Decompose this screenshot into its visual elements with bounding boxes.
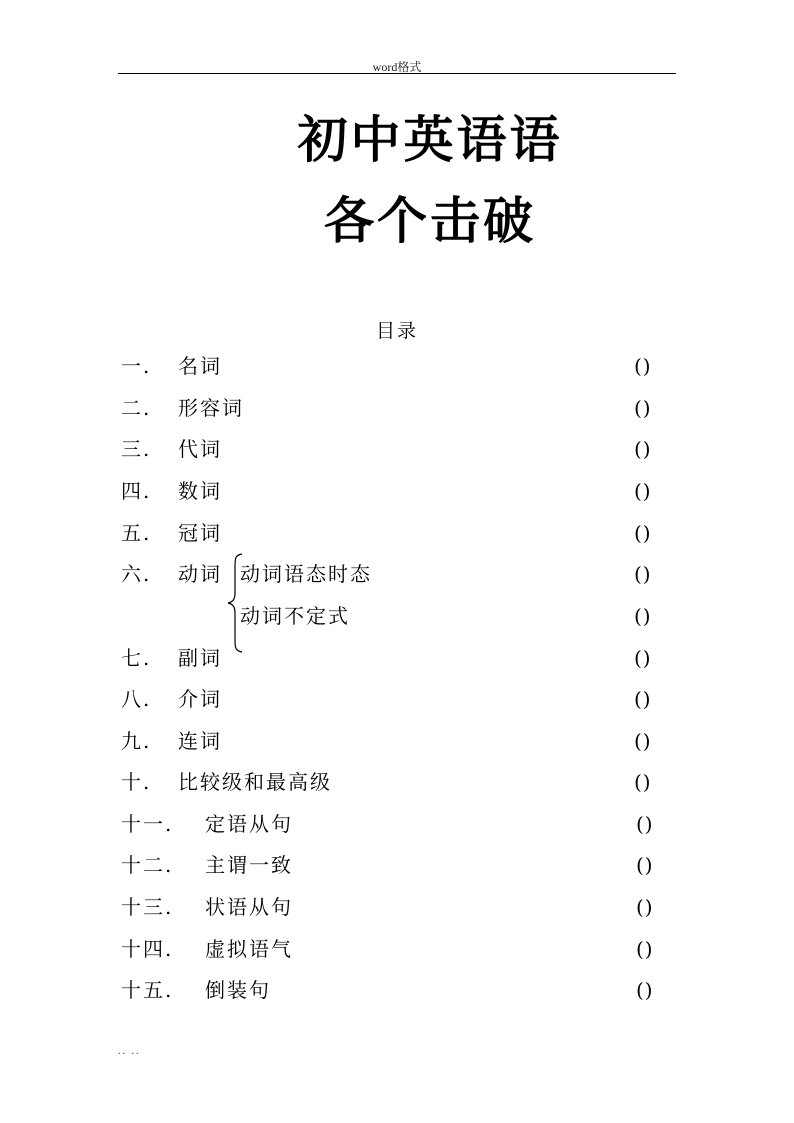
toc-entry-page: ()	[636, 937, 654, 961]
toc-entry	[0, 810, 794, 838]
toc-entry-page: ()	[634, 354, 652, 378]
toc-entry-page: ()	[634, 646, 652, 670]
toc-entry	[0, 976, 794, 1004]
toc-entry-label: 冠词	[178, 521, 222, 545]
toc-entry-label: 倒装句	[205, 978, 271, 1002]
toc-entry-number: 八.	[121, 687, 152, 711]
toc-entry	[0, 560, 794, 588]
toc-entry-page: ()	[634, 437, 652, 461]
toc-entry	[0, 519, 794, 547]
toc-entry-label: 比较级和最高级	[178, 770, 332, 794]
toc-entry-page: ()	[636, 895, 654, 919]
toc-entry	[0, 477, 794, 505]
toc-entry-page: ()	[636, 978, 654, 1002]
toc-sub-entry	[0, 602, 794, 630]
document-title-line-1: 初中英语语	[297, 110, 563, 169]
toc-entry-number: 四.	[121, 479, 152, 503]
toc-entry	[0, 685, 794, 713]
toc-entry-label: 虚拟语气	[205, 937, 293, 961]
toc-entry	[0, 352, 794, 380]
toc-entry-label: 定语从句	[205, 812, 293, 836]
toc-entry-page: ()	[634, 396, 652, 420]
toc-entry-label: 主谓一致	[205, 853, 293, 877]
header-rule	[118, 73, 676, 74]
toc-sub-entry-label: 动词语态时态	[240, 562, 372, 586]
toc-entry-label: 连词	[178, 729, 222, 753]
toc-entry	[0, 893, 794, 921]
toc-entry-label: 介词	[178, 687, 222, 711]
toc-entry-page: ()	[634, 562, 652, 586]
toc-entry-number: 三.	[121, 437, 152, 461]
toc-entry	[0, 394, 794, 422]
toc-entry	[0, 935, 794, 963]
toc-entry-number: 七.	[121, 646, 152, 670]
toc-entry-label: 数词	[178, 479, 222, 503]
document-title-line-2: 各个击破	[324, 191, 536, 250]
toc-entry-page: ()	[634, 604, 652, 628]
toc-entry-page: ()	[634, 770, 652, 794]
page-header: word格式	[372, 60, 422, 74]
toc-sub-entry-label: 动词不定式	[240, 604, 350, 628]
toc-entry-page: ()	[634, 687, 652, 711]
toc-entry-page: ()	[634, 729, 652, 753]
toc-entry-number: 一.	[121, 354, 152, 378]
toc-entry-number: 九.	[121, 729, 152, 753]
toc-entry	[0, 644, 794, 672]
toc-entry-number: 十五.	[121, 978, 174, 1002]
toc-entry-page: ()	[634, 521, 652, 545]
toc-entry-number: 五.	[121, 521, 152, 545]
toc-entry-label: 名词	[178, 354, 222, 378]
toc-entry-label: 状语从句	[205, 895, 293, 919]
curly-brace	[226, 553, 246, 653]
toc-entry-label: 副词	[178, 646, 222, 670]
toc-entry-page: ()	[634, 479, 652, 503]
toc-entry-number: 十三.	[121, 895, 174, 919]
toc-entry-number: 二.	[121, 396, 152, 420]
toc-entry	[0, 851, 794, 879]
toc-entry-label: 动词	[178, 562, 222, 586]
toc-entry-label: 形容词	[178, 396, 244, 420]
toc-heading: 目录	[375, 320, 418, 342]
toc-entry-number: 十.	[121, 770, 152, 794]
toc-entry-number: 十二.	[121, 853, 174, 877]
toc-entry-number: 十四.	[121, 937, 174, 961]
toc-entry	[0, 768, 794, 796]
toc-entry-number: 六.	[121, 562, 152, 586]
toc-entry-page: ()	[636, 812, 654, 836]
toc-entry-label: 代词	[178, 437, 222, 461]
toc-entry-number: 十一.	[121, 812, 174, 836]
page-footer: .. ..	[118, 1046, 141, 1057]
toc-entry	[0, 727, 794, 755]
toc-entry-page: ()	[636, 853, 654, 877]
toc-entry	[0, 435, 794, 463]
